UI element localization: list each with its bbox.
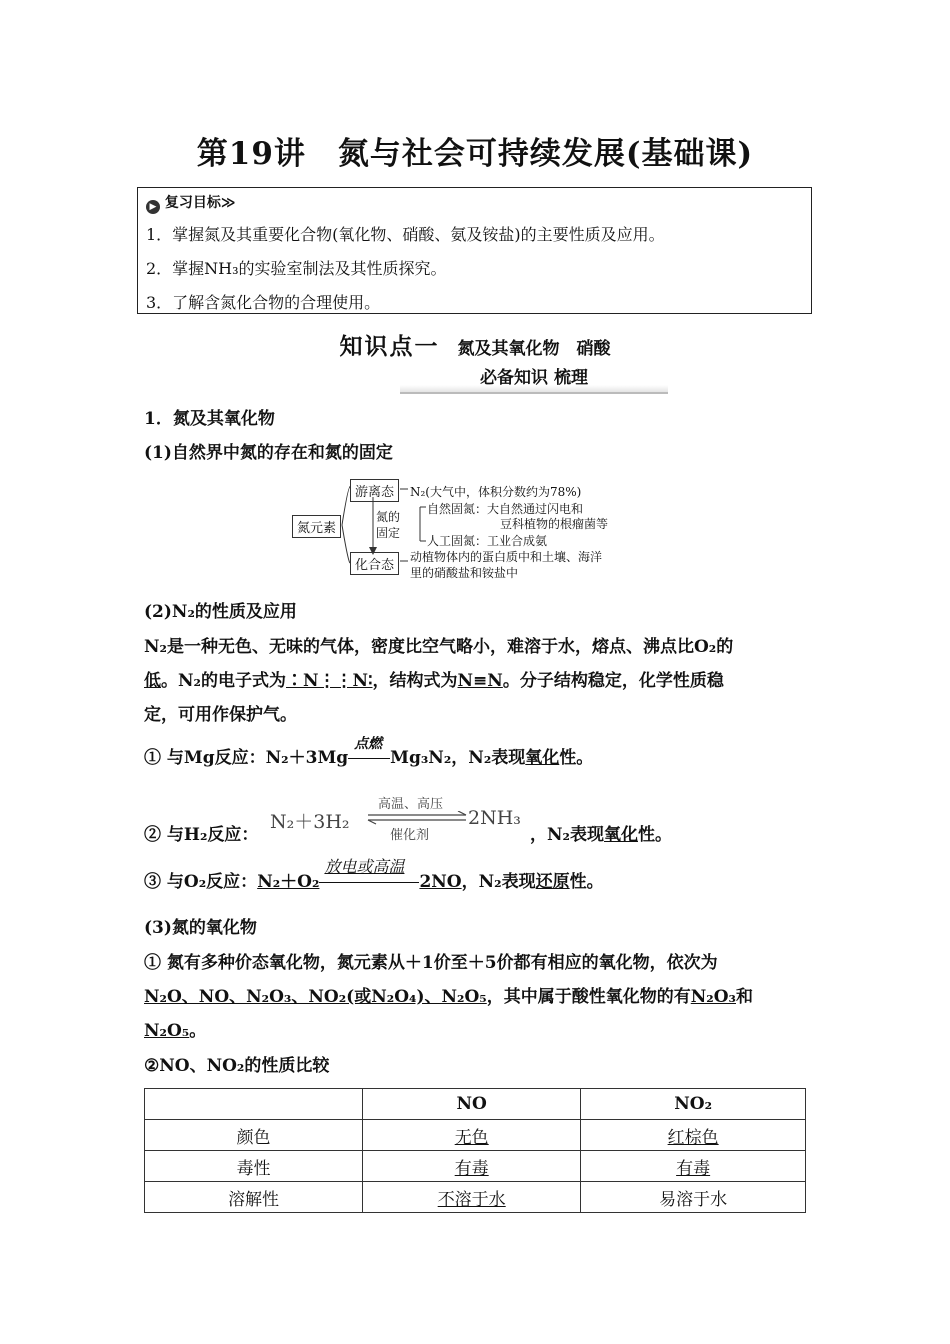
answer-blank: ∶N⋮⋮N∶ [286,671,373,691]
double-chevron-icon: ≫ [220,195,236,211]
table-cell: 毒性 [145,1151,363,1182]
answer-blank: 氧化 [525,748,560,768]
diagram-combined-desc-cont: 里的硝酸盐和铵盐中 [410,566,519,580]
answer-blank: 氧化 [604,825,638,845]
table-cell: 不溶于水 [363,1182,581,1213]
diagram-fix-label: 氮的 [376,510,401,524]
answer-blank: N≡N [457,671,503,691]
paragraph-line: 定，可用作保护气。 [144,705,297,725]
section-band: 必备知识 梳理 [400,364,668,394]
diagram-combined-desc: 动植物体内的蛋白质中和土壤、海洋 [410,550,603,564]
answer-blank: 2NO [419,872,462,892]
answer-blank: N₂O₅ [144,1021,190,1041]
table-cell: 红棕色 [581,1120,806,1151]
reaction-arrow: 放电或高温 [319,871,419,891]
table-cell: 溶解性 [145,1182,363,1213]
subsection-heading: ②NO、NO₂的性质比较 [144,1056,330,1076]
table-header-row [145,1089,806,1120]
reversible-reaction-equation: N₂＋3H₂ 高温、高压 催化剂 2NH₃ [270,797,521,843]
diagram-artificial-fix: 人工固氮：工业合成氨 [427,534,548,548]
reaction-h2: ② 与H₂反应： [144,825,259,845]
play-icon: ▶ [146,200,160,214]
page-title: 第19讲 氮与社会可持续发展(基础课) [196,136,754,172]
answer-blank: N₂O₃ [690,987,736,1007]
goal-item: 3．了解含氮化合物的合理使用。 [146,293,381,312]
table-cell: 易溶于水 [581,1182,806,1213]
diagram-natural-fix: 自然固氮：大自然通过闪电和 [427,502,584,516]
subsection-heading: (2)N₂的性质及应用 [144,602,297,622]
paragraph-line: N₂O₅。 [144,1021,207,1041]
reaction-mg: ① 与Mg反应：N₂＋3Mg 点燃 Mg₃N₂，N₂表现氧化性。 [144,736,594,768]
diagram-free-box: 游离态 [350,479,399,502]
diagram-combined-box: 化合态 [350,552,399,575]
table-header-cell: NO [363,1089,581,1120]
paragraph-line: ① 氮有多种价态氧化物，氮元素从＋1价至＋5价都有相应的氧化物，依次为 [144,953,718,973]
no-no2-comparison-table [144,1088,806,1213]
reaction-h2-tail: ，N₂表现氧化性。 [530,825,672,845]
nitrogen-existence-diagram [270,475,670,585]
diagram-root-box: 氮元素 [292,515,341,538]
table-cell: 有毒 [363,1151,581,1182]
reversible-arrow-icon [366,811,468,825]
answer-blank: N₂＋O₂ [257,872,320,892]
answer-blank: 低 [144,671,161,691]
table-header-cell: NO₂ [581,1089,806,1120]
section-heading: 1．氮及其氧化物 [144,409,275,429]
review-goals-box [137,187,812,314]
table-row [145,1182,806,1213]
knowledge-point-heading: 知识点一 氮及其氧化物 硝酸 [339,334,611,360]
review-goals-header: ▶ 复习目标≫ [146,192,236,214]
diagram-free-desc: N₂(大气中，体积分数约为78%) [410,485,582,499]
answer-blank: 还原 [535,872,570,892]
goal-item: 1．掌握氮及其重要化合物(氧化物、硝酸、氨及铵盐)的主要性质及应用。 [146,225,665,244]
table-row [145,1120,806,1151]
table-cell: 颜色 [145,1120,363,1151]
diagram-fix-label: 固定 [376,526,401,540]
reaction-arrow: 点燃 [348,747,390,767]
goal-item: 2．掌握NH₃的实验室制法及其性质探究。 [146,259,447,278]
answer-blank: N₂O、NO、N₂O₃、NO₂(或N₂O₄)、N₂O₅ [144,987,487,1007]
table-header-cell [145,1089,363,1120]
subsection-heading: (1)自然界中氮的存在和氮的固定 [144,443,393,463]
diagram-natural-fix-cont: 豆科植物的根瘤菌等 [500,517,609,531]
paragraph-line: N₂O、NO、N₂O₃、NO₂(或N₂O₄)、N₂O₅，其中属于酸性氧化物的有N₂O₃和 [144,987,753,1007]
table-cell: 有毒 [581,1151,806,1182]
paragraph-line: N₂是一种无色、无味的气体，密度比空气略小，难溶于水，熔点、沸点比O₂的 [144,637,734,657]
reaction-o2: ③ 与O₂反应：N₂＋O₂ 放电或高温 2NO，N₂表现还原性。 [144,857,604,892]
table-row [145,1151,806,1182]
subsection-heading: (3)氮的氧化物 [144,918,257,938]
paragraph-line: 低。N₂的电子式为∶N⋮⋮N∶，结构式为N≡N。分子结构稳定，化学性质稳 [144,671,724,691]
table-cell: 无色 [363,1120,581,1151]
